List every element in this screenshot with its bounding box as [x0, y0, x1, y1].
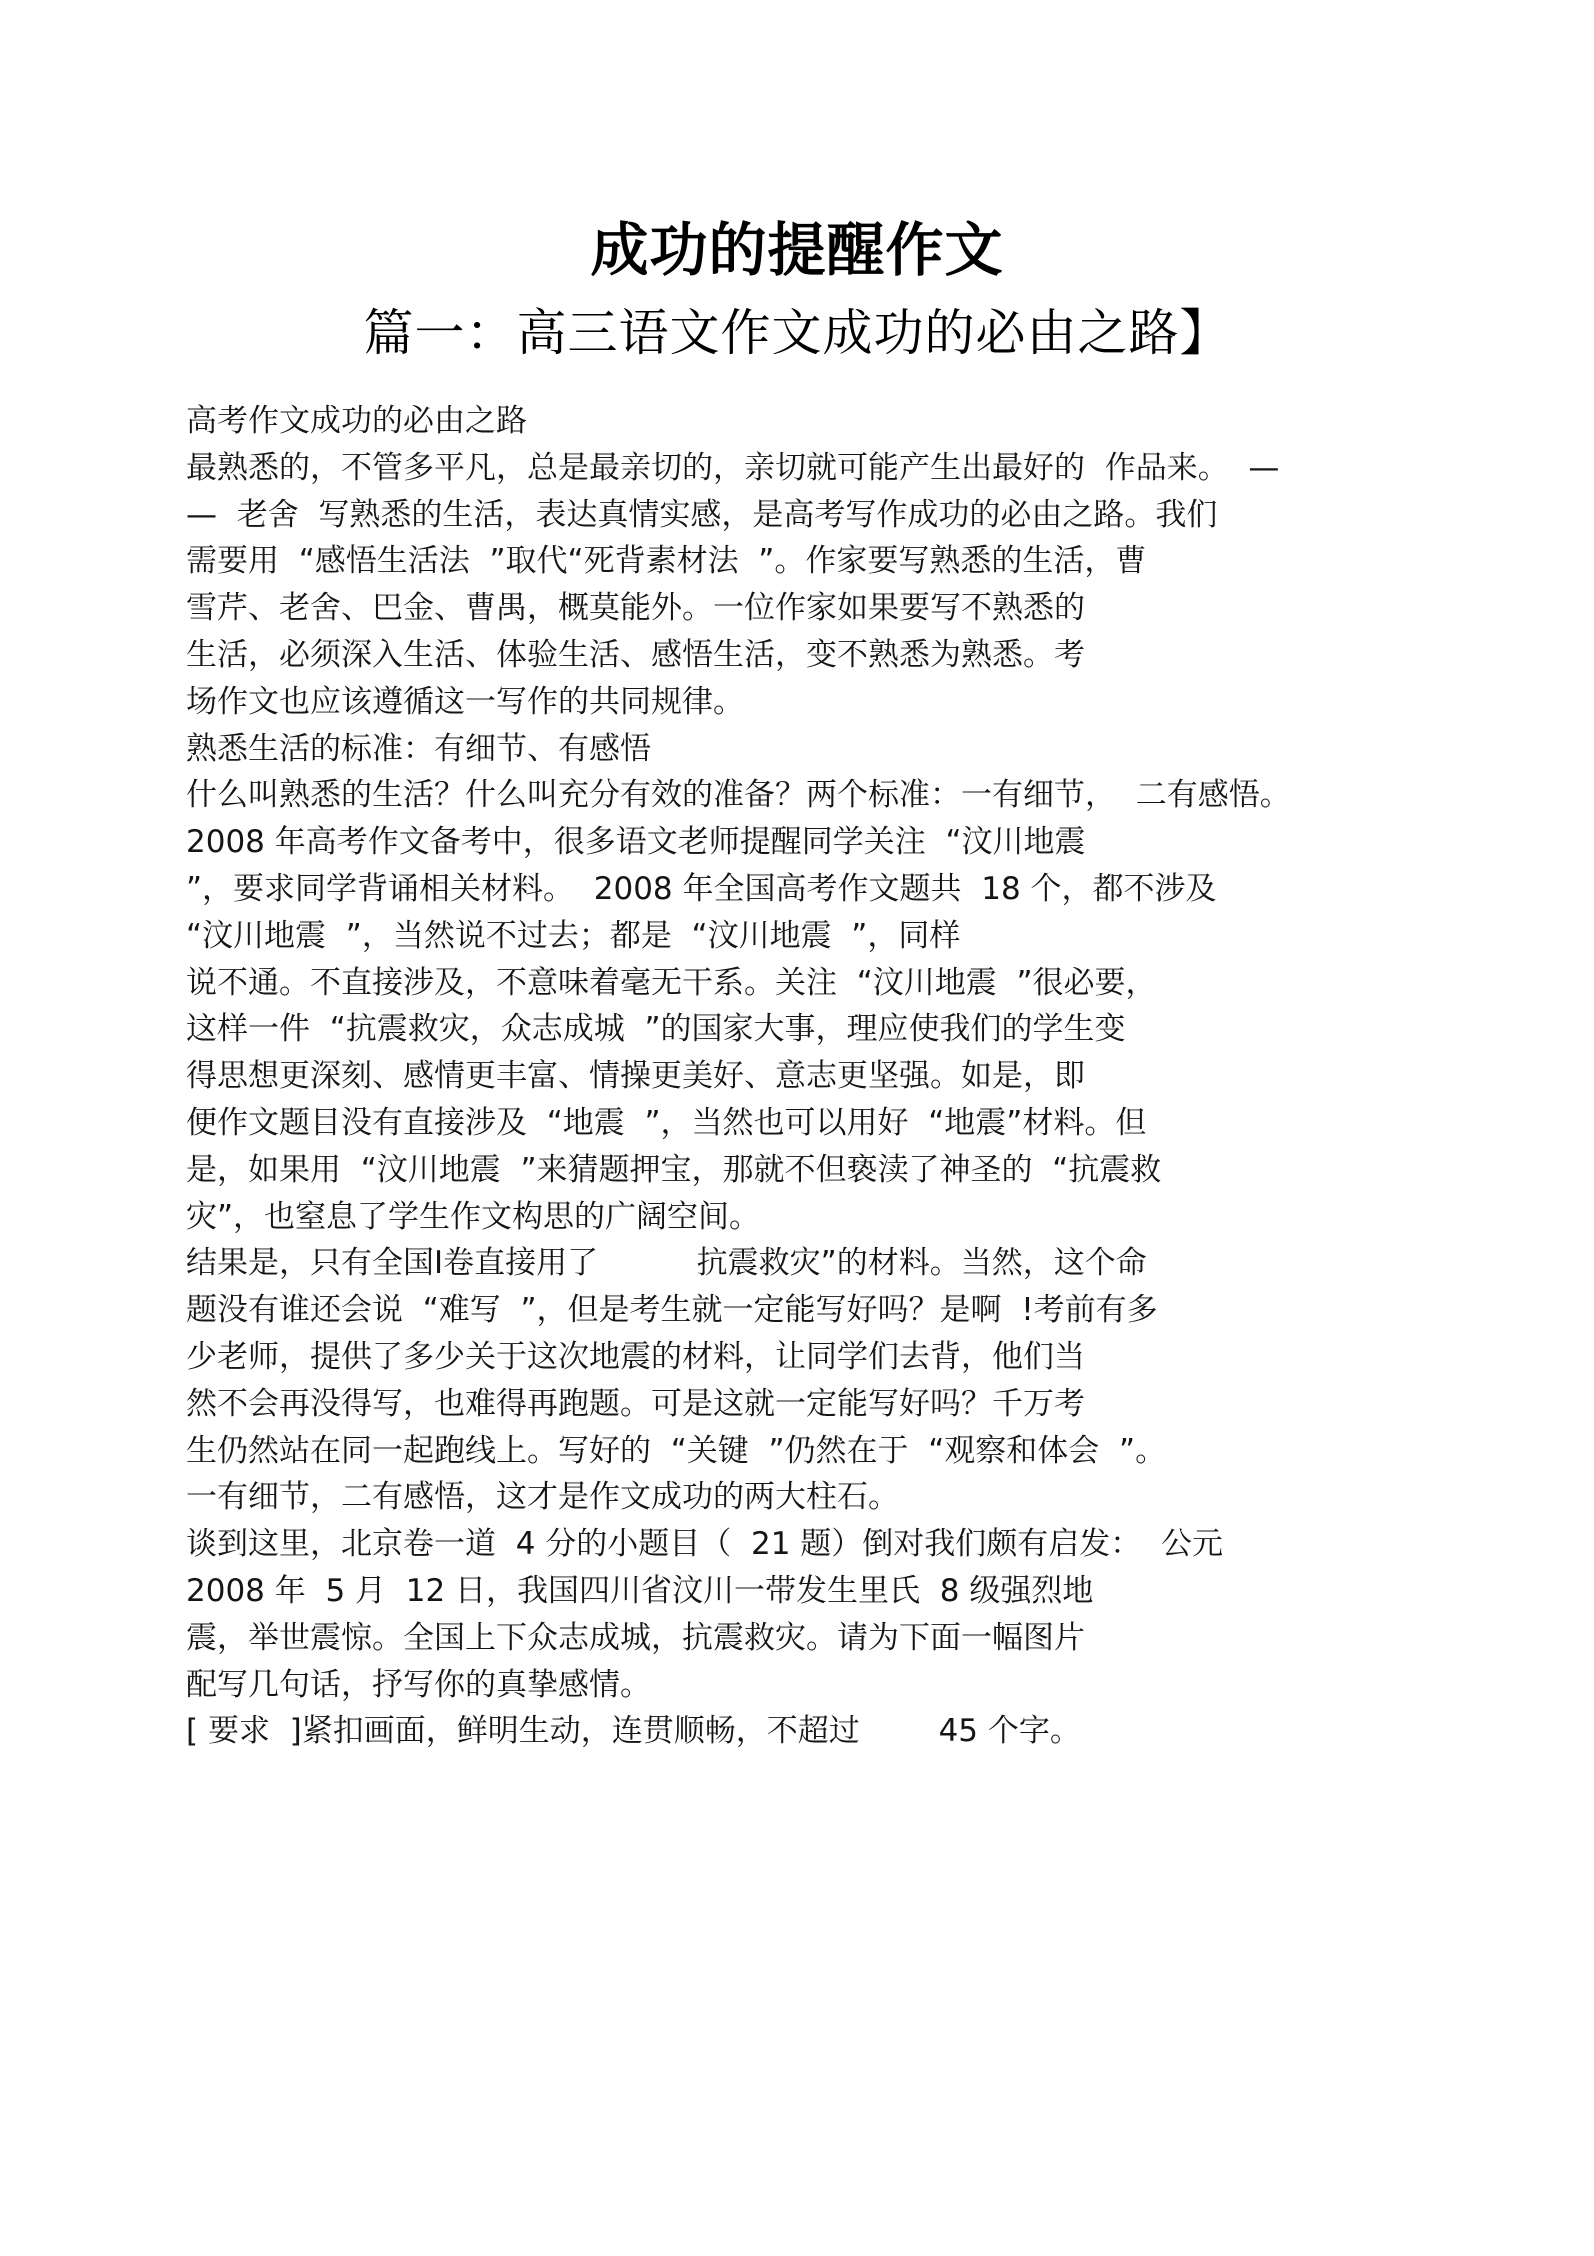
text-line: 最熟悉的，不管多平凡，总是最亲切的，亲切就可能产生出最好的 作品来。 —: [186, 449, 1280, 486]
text-line: 得思想更深刻、感情更丰富、情操更美好、意志更坚强。如是，即: [186, 1058, 1085, 1095]
text-line: 一有细节，二有感悟，这才是作文成功的两大柱石。: [186, 1479, 899, 1516]
text-line: — 老舍 写熟悉的生活，表达真情实感，是高考写作成功的必由之路。我们: [186, 496, 1218, 533]
text-line: 2008 年 5 月 12 日，我国四川省汶川一带发生里氏 8 级强烈地: [186, 1572, 1094, 1609]
text-line: 这样一件 “抗震救灾，众志成城 ”的国家大事，理应使我们的学生变: [186, 1011, 1126, 1048]
text-line: 少老师，提供了多少关于这次地震的材料，让同学们去背，他们当: [186, 1338, 1085, 1375]
text-line: 需要用 “感悟生活法 ”取代“死背素材法 ”。作家要写熟悉的生活，曹: [186, 543, 1147, 580]
text-line: 生活，必须深入生活、体验生活、感悟生活，变不熟悉为熟悉。考: [186, 636, 1085, 673]
text-line: 场作文也应该遵循这一写作的共同规律。: [186, 683, 744, 720]
text-line: 谈到这里，北京卷一道 4 分的小题目（ 21 题）倒对我们颇有启发： 公元: [186, 1526, 1223, 1563]
document-title: 成功的提醒作文: [590, 216, 1004, 284]
text-line: 震，举世震惊。全国上下众志成城，抗震救灾。请为下面一幅图片: [186, 1619, 1085, 1656]
text-line: 雪芹、老舍、巴金、曹禺，概莫能外。一位作家如果要写不熟悉的: [186, 590, 1085, 627]
document-body: [186, 398, 1446, 1755]
text-line: 然不会再没得写，也难得再跑题。可是这就一定能写好吗？千万考: [186, 1385, 1085, 1422]
text-line: 2008 年高考作文备考中，很多语文老师提醒同学关注 “汶川地震: [186, 824, 1086, 861]
text-line: 结果是，只有全国Ⅰ卷直接用了 抗震救灾”的材料。当然，这个命: [186, 1245, 1147, 1282]
text-line: 什么叫熟悉的生活？什么叫充分有效的准备？两个标准：一有细节， 二有感悟。: [186, 777, 1291, 814]
text-line: [ 要求 ]紧扣画面，鲜明生动，连贯顺畅，不超过 45 个字。: [186, 1713, 1081, 1750]
text-line: 高考作文成功的必由之路: [186, 403, 527, 439]
text-line: 生仍然站在同一起跑线上。写好的 “关键 ”仍然在于 “观察和体会 ”。: [186, 1432, 1167, 1469]
text-line: 是，如果用 “汶川地震 ”来猜题押宝，那就不但亵渎了神圣的 “抗震救: [186, 1151, 1162, 1188]
text-line: ”，要求同学背诵相关材料。 2008 年全国高考作文题共 18 个，都不涉及: [186, 870, 1217, 907]
text-line: 配写几句话，抒写你的真挚感情。: [186, 1666, 651, 1703]
text-line: 说不通。不直接涉及，不意味着毫无干系。关注 “汶川地震 ”很必要，: [186, 964, 1157, 1001]
document-subtitle: 篇一：高三语文作文成功的必由之路】: [363, 304, 1231, 362]
text-line: 便作文题目没有直接涉及 “地震 ”，当然也可以用好 “地震”材料。但: [186, 1104, 1147, 1141]
text-line: 灾”，也窒息了学生作文构思的广阔空间。: [186, 1198, 761, 1235]
text-line: 题没有谁还会说 “难写 ”，但是考生就一定能写好吗？是啊 !考前有多: [186, 1292, 1158, 1329]
text-line: “汶川地震 ”，当然说不过去；都是 “汶川地震 ”，同样: [186, 917, 961, 954]
text-line: 熟悉生活的标准：有细节、有感悟: [186, 730, 651, 767]
